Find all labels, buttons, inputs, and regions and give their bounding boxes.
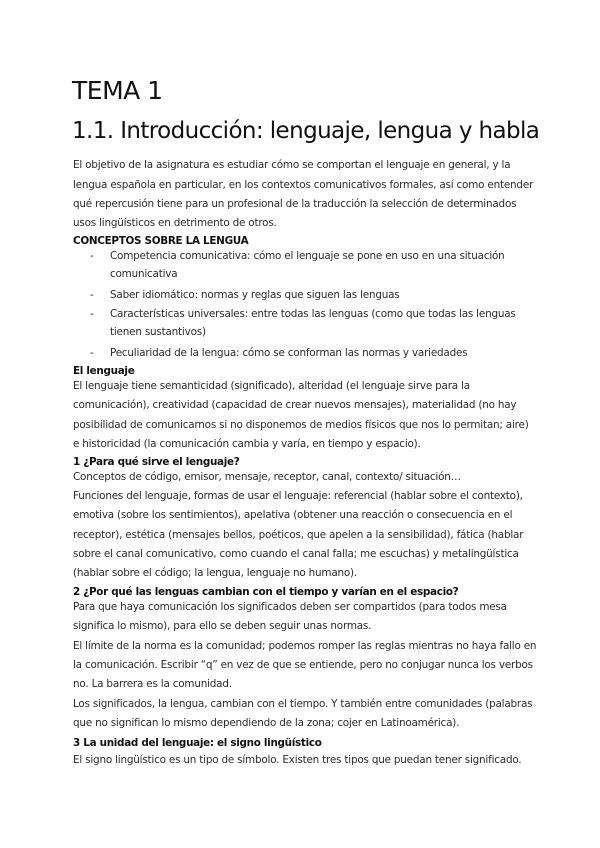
question-2-line: la comunicación. Escribir “q” en vez de que se entiende, pero no conjugar nunca los verbos [73, 659, 533, 671]
question-2-line: que no significan lo mismo dependiendo de la zona; cojer en Latinoamérica). [73, 717, 460, 729]
question-2-line: significa lo mismo), para ello se deben seguir unas normas. [73, 620, 372, 632]
question-2-line: no. La barrera es la comunidad. [73, 678, 232, 690]
question-1-line: Conceptos de código, emisor, mensaje, receptor, canal, contexto/ situación… [73, 471, 461, 483]
intro-line: qué repercusión tiene para un profesional de la traducción la selección de determinados [73, 198, 517, 210]
question-2-line: El límite de la norma es la comunidad; podemos romper las reglas mientras no haya fallo en [73, 640, 537, 652]
list-bullet: - [90, 308, 94, 320]
list-item-continuation: comunicativa [110, 268, 178, 280]
question-1-line: (hablar sobre el código; la lengua, lenguaje no humano). [73, 567, 358, 579]
list-item: Características universales: entre todas las lenguas (como que todas las lenguas [110, 308, 516, 320]
intro-line: El objetivo de la asignatura es estudiar cómo se comportan el lenguaje en general, y la [73, 159, 511, 171]
list-item: Peculiaridad de la lengua: cómo se conforman las normas y variedades [110, 347, 468, 359]
list-bullet: - [90, 289, 94, 301]
intro-line: usos lingüísticos en detrimento de otros. [73, 217, 277, 229]
list-item: Competencia comunicativa: cómo el lenguaje se pone en uso en una situación [110, 250, 505, 262]
intro-line: lengua española en particular, en los contextos comunicativos formales, así como entender [73, 179, 534, 191]
page-title: TEMA 1 [72, 76, 163, 105]
question-3-line: El signo lingüístico es un tipo de símbolo. Existen tres tipos que puedan tener significado. [73, 754, 522, 766]
question-2-heading: 2 ¿Por qué las lenguas cambian con el tiempo y varían en el espacio? [73, 586, 459, 598]
question-1-heading: 1 ¿Para qué sirve el lenguaje? [73, 456, 240, 468]
question-2-line: Los significados, la lengua, cambian con el tiempo. Y también entre comunidades (palabras [73, 698, 533, 710]
question-1-line: sobre el canal comunicativo, como cuando el canal falla; me escuchas) y metalingüística [73, 548, 519, 560]
lenguaje-heading: El lenguaje [73, 365, 135, 377]
question-2-line: Para que haya comunicación los significados deben ser compartidos (para todos mesa [73, 601, 507, 613]
lenguaje-line: El lenguaje tiene semanticidad (significado), alteridad (el lenguaje sirve para la [73, 380, 470, 392]
list-bullet: - [90, 250, 94, 262]
lenguaje-line: comunicación), creatividad (capacidad de crear nuevos mensajes), materialidad (no hay [73, 399, 517, 411]
list-bullet: - [90, 347, 94, 359]
section-title: 1.1. Introducción: lenguaje, lengua y habla [72, 118, 540, 144]
lenguaje-line: posibilidad de comunicarnos si no disponemos de medios físicos que nos lo permitan; aire) [73, 419, 529, 431]
conceptos-heading: CONCEPTOS SOBRE LA LENGUA [73, 235, 249, 247]
question-1-line: receptor), estética (mensajes bellos, poéticos, que apelen a la sensibilidad), fática (hablar [73, 529, 524, 541]
question-1-line: Funciones del lenguaje, formas de usar el lenguaje: referencial (hablar sobre el contexto), [73, 490, 523, 502]
lenguaje-line: e historicidad (la comunicación cambia y varía, en tiempo y espacio). [73, 438, 421, 450]
question-1-line: emotiva (sobre los sentimientos), apelativa (obtener una reacción o consecuencia en el [73, 509, 513, 521]
list-item: Saber idiomático: normas y reglas que siguen las lenguas [110, 289, 400, 301]
question-3-heading: 3 La unidad del lenguaje: el signo lingüístico [73, 737, 322, 749]
list-item-continuation: tienen sustantivos) [110, 326, 206, 338]
